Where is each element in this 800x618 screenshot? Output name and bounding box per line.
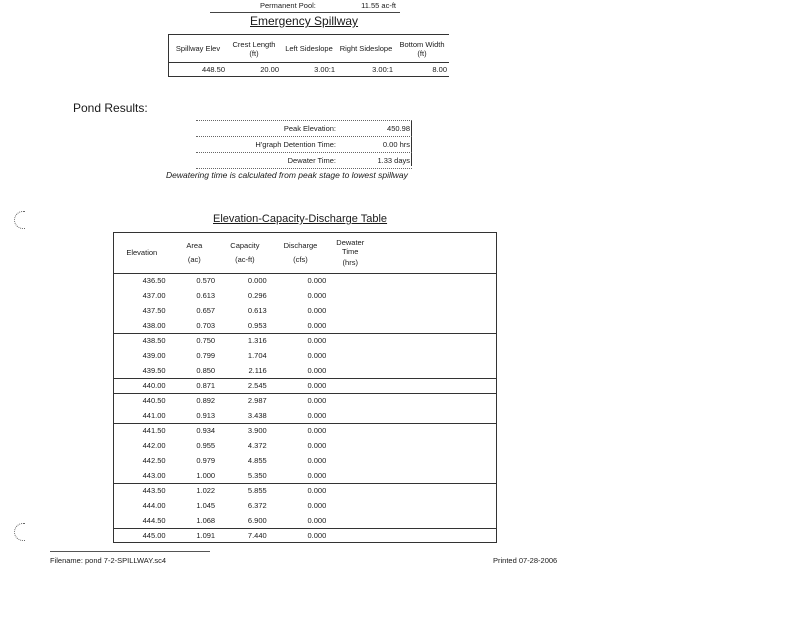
spillway-header-bottom: Bottom Width (ft) xyxy=(399,39,445,58)
spillway-header-crest: Crest Length (ft) xyxy=(232,39,276,58)
elevation-cell: 445.00 xyxy=(142,531,166,541)
elevation-cell: 437.00 xyxy=(142,291,166,300)
table-row xyxy=(114,513,497,528)
elevation-cell: 438.50 xyxy=(142,336,166,346)
dewater-time-cell xyxy=(330,468,497,483)
result-row-peak-elevation xyxy=(196,120,412,136)
discharge-cell: 0.000 xyxy=(307,501,327,510)
header-elevation xyxy=(114,233,170,273)
table-row xyxy=(114,408,497,423)
area-cell: 0.613 xyxy=(196,291,216,300)
table-row xyxy=(114,453,497,468)
dewater-time-cell xyxy=(330,528,497,543)
header-area xyxy=(170,233,220,273)
area-cell: 0.955 xyxy=(196,441,216,450)
header-dewater-label: Dewater Time xyxy=(336,238,365,257)
header-elevation-label: Elevation xyxy=(126,248,158,258)
capacity-cell: 3.900 xyxy=(247,426,267,436)
result-row-dewater-time xyxy=(196,152,412,169)
permanent-pool-line xyxy=(210,0,400,13)
capacity-cell: 6.372 xyxy=(247,501,267,510)
discharge-cell: 0.000 xyxy=(307,291,327,300)
footer-printed-date: Printed 07-28-2006 xyxy=(493,556,558,565)
dewater-time-cell xyxy=(330,498,497,513)
header-capacity-label: Capacity xyxy=(230,241,260,251)
footer-rule xyxy=(50,551,210,552)
area-cell: 1.022 xyxy=(196,486,216,496)
table-row xyxy=(114,483,497,498)
punch-hole-mark xyxy=(14,211,25,229)
dewater-time-cell xyxy=(330,513,497,528)
area-cell: 1.045 xyxy=(196,501,216,510)
table-row xyxy=(114,288,497,303)
dewatering-note: Dewatering time is calculated from peak stage to lowest spillway xyxy=(166,170,408,180)
header-area-label: Area xyxy=(186,241,203,251)
result-value: 1.33 days xyxy=(377,156,410,165)
spillway-header-row xyxy=(169,35,450,63)
ecd-table-frame xyxy=(113,232,497,543)
table-row xyxy=(114,303,497,318)
dewater-time-cell xyxy=(330,363,497,378)
dewater-time-cell xyxy=(330,288,497,303)
capacity-cell: 1.316 xyxy=(247,336,267,346)
capacity-cell: 5.350 xyxy=(247,470,267,480)
discharge-cell: 0.000 xyxy=(307,306,327,315)
permanent-pool-label: Permanent Pool: xyxy=(260,1,316,10)
dewater-time-cell xyxy=(330,423,497,438)
discharge-cell: 0.000 xyxy=(307,470,327,480)
elevation-cell: 439.00 xyxy=(142,351,166,360)
footer-filename: Filename: pond 7-2-SPILLWAY.sc4 xyxy=(50,556,167,565)
elevation-cell: 441.50 xyxy=(142,426,166,436)
area-cell: 0.892 xyxy=(196,396,216,406)
dewater-time-cell xyxy=(330,453,497,468)
elevation-cell: 440.50 xyxy=(142,396,166,406)
discharge-cell: 0.000 xyxy=(307,441,327,450)
elevation-cell: 442.50 xyxy=(142,456,166,465)
dewater-time-cell xyxy=(330,438,497,453)
table-row xyxy=(114,318,497,333)
area-cell: 0.657 xyxy=(196,306,216,315)
pond-results-box xyxy=(196,120,412,169)
table-row xyxy=(114,273,497,288)
table-row xyxy=(114,423,497,438)
discharge-cell: 0.000 xyxy=(307,351,327,360)
spillway-cell-left: 3.00:1 xyxy=(314,65,335,74)
discharge-cell: 0.000 xyxy=(307,486,327,496)
dewater-time-cell xyxy=(330,393,497,408)
punch-hole-mark xyxy=(14,523,25,541)
ecd-table-body xyxy=(114,273,497,543)
area-cell: 0.979 xyxy=(196,456,216,465)
capacity-cell: 3.438 xyxy=(247,410,267,420)
discharge-cell: 0.000 xyxy=(307,515,327,525)
table-row xyxy=(114,438,497,453)
result-value: 0.00 hrs xyxy=(382,140,410,149)
capacity-cell: 2.116 xyxy=(248,365,267,375)
area-cell: 0.750 xyxy=(196,336,216,346)
elevation-cell: 439.50 xyxy=(142,365,166,375)
table-row xyxy=(114,498,497,513)
table-row xyxy=(114,393,497,408)
area-cell: 0.703 xyxy=(196,320,216,330)
spillway-cell-bottom: 8.00 xyxy=(432,65,447,74)
elevation-cell: 440.00 xyxy=(142,381,166,390)
discharge-cell: 0.000 xyxy=(307,365,327,375)
ecd-table xyxy=(114,233,497,543)
result-label: Dewater Time: xyxy=(287,156,336,165)
capacity-cell: 1.704 xyxy=(247,351,267,360)
capacity-cell: 0.296 xyxy=(247,291,267,300)
area-cell: 0.570 xyxy=(196,276,216,286)
capacity-cell: 0.953 xyxy=(247,320,267,330)
spillway-table xyxy=(168,34,449,77)
table-row xyxy=(114,333,497,348)
discharge-cell: 0.000 xyxy=(307,410,327,420)
area-cell: 1.068 xyxy=(196,515,216,525)
capacity-cell: 2.545 xyxy=(247,381,267,390)
elevation-cell: 436.50 xyxy=(142,276,166,286)
header-discharge-unit: (cfs) xyxy=(293,255,308,265)
discharge-cell: 0.000 xyxy=(307,381,327,390)
dewater-time-cell xyxy=(330,333,497,348)
permanent-pool-value: 11.55 ac-ft xyxy=(361,1,396,10)
spillway-cell-right: 3.00:1 xyxy=(372,65,393,74)
capacity-cell: 7.440 xyxy=(247,531,267,541)
table-row xyxy=(114,468,497,483)
elevation-cell: 438.00 xyxy=(142,320,166,330)
discharge-cell: 0.000 xyxy=(307,336,327,346)
header-capacity xyxy=(219,233,271,273)
spillway-cell-crest: 20.00 xyxy=(260,65,279,74)
dewater-time-cell xyxy=(330,273,497,288)
elevation-cell: 443.50 xyxy=(142,486,166,496)
capacity-cell: 2.987 xyxy=(247,396,267,406)
ecd-header-row xyxy=(114,233,497,273)
capacity-cell: 4.372 xyxy=(247,441,267,450)
spillway-header-left: Left Sideslope xyxy=(285,44,333,53)
spillway-row xyxy=(169,63,450,77)
table-row xyxy=(114,363,497,378)
discharge-cell: 0.000 xyxy=(307,531,327,541)
capacity-cell: 0.613 xyxy=(247,306,267,315)
dewater-time-cell xyxy=(330,348,497,363)
dewater-time-cell xyxy=(330,408,497,423)
elevation-cell: 437.50 xyxy=(142,306,166,315)
dewater-time-cell xyxy=(330,318,497,333)
result-label: Peak Elevation: xyxy=(283,124,336,133)
capacity-cell: 6.900 xyxy=(247,515,267,525)
header-area-unit: (ac) xyxy=(187,255,201,265)
result-value: 450.98 xyxy=(387,124,410,133)
spillway-title: Emergency Spillway xyxy=(250,14,359,28)
area-cell: 1.091 xyxy=(196,531,216,541)
table-row xyxy=(114,348,497,363)
header-discharge-label: Discharge xyxy=(283,241,318,251)
table-row xyxy=(114,528,497,543)
result-label: H'graph Detention Time: xyxy=(255,140,336,149)
area-cell: 0.850 xyxy=(196,365,216,375)
table-row xyxy=(114,378,497,393)
discharge-cell: 0.000 xyxy=(307,396,327,406)
spillway-cell-elev: 448.50 xyxy=(169,63,228,77)
spillway-header-elev: Spillway Elev xyxy=(169,35,228,63)
discharge-cell: 0.000 xyxy=(307,456,327,465)
discharge-cell: 0.000 xyxy=(307,320,327,330)
discharge-cell: 0.000 xyxy=(307,276,327,286)
spillway-header-right: Right Sideslope xyxy=(339,44,393,53)
dewater-time-cell xyxy=(330,483,497,498)
header-dewater-unit: (hrs) xyxy=(342,258,358,268)
elevation-cell: 443.00 xyxy=(142,470,166,480)
capacity-cell: 5.855 xyxy=(247,486,267,496)
capacity-cell: 0.000 xyxy=(247,276,267,286)
header-capacity-unit: (ac-ft) xyxy=(235,255,255,265)
header-dewater xyxy=(330,233,497,273)
area-cell: 1.000 xyxy=(196,470,216,480)
area-cell: 0.934 xyxy=(196,426,216,436)
elevation-cell: 441.00 xyxy=(142,410,166,420)
dewater-time-cell xyxy=(330,303,497,318)
area-cell: 0.799 xyxy=(196,351,216,360)
area-cell: 0.871 xyxy=(196,381,216,390)
elevation-cell: 442.00 xyxy=(142,441,166,450)
elevation-cell: 444.00 xyxy=(142,501,166,510)
result-row-detention-time xyxy=(196,136,412,152)
pond-results-title: Pond Results: xyxy=(73,101,148,115)
dewater-time-cell xyxy=(330,378,497,393)
area-cell: 0.913 xyxy=(196,410,216,420)
capacity-cell: 4.855 xyxy=(247,456,267,465)
header-discharge xyxy=(271,233,331,273)
elevation-cell: 444.50 xyxy=(142,515,166,525)
discharge-cell: 0.000 xyxy=(307,426,327,436)
ecd-table-title: Elevation-Capacity-Discharge Table xyxy=(213,213,388,225)
